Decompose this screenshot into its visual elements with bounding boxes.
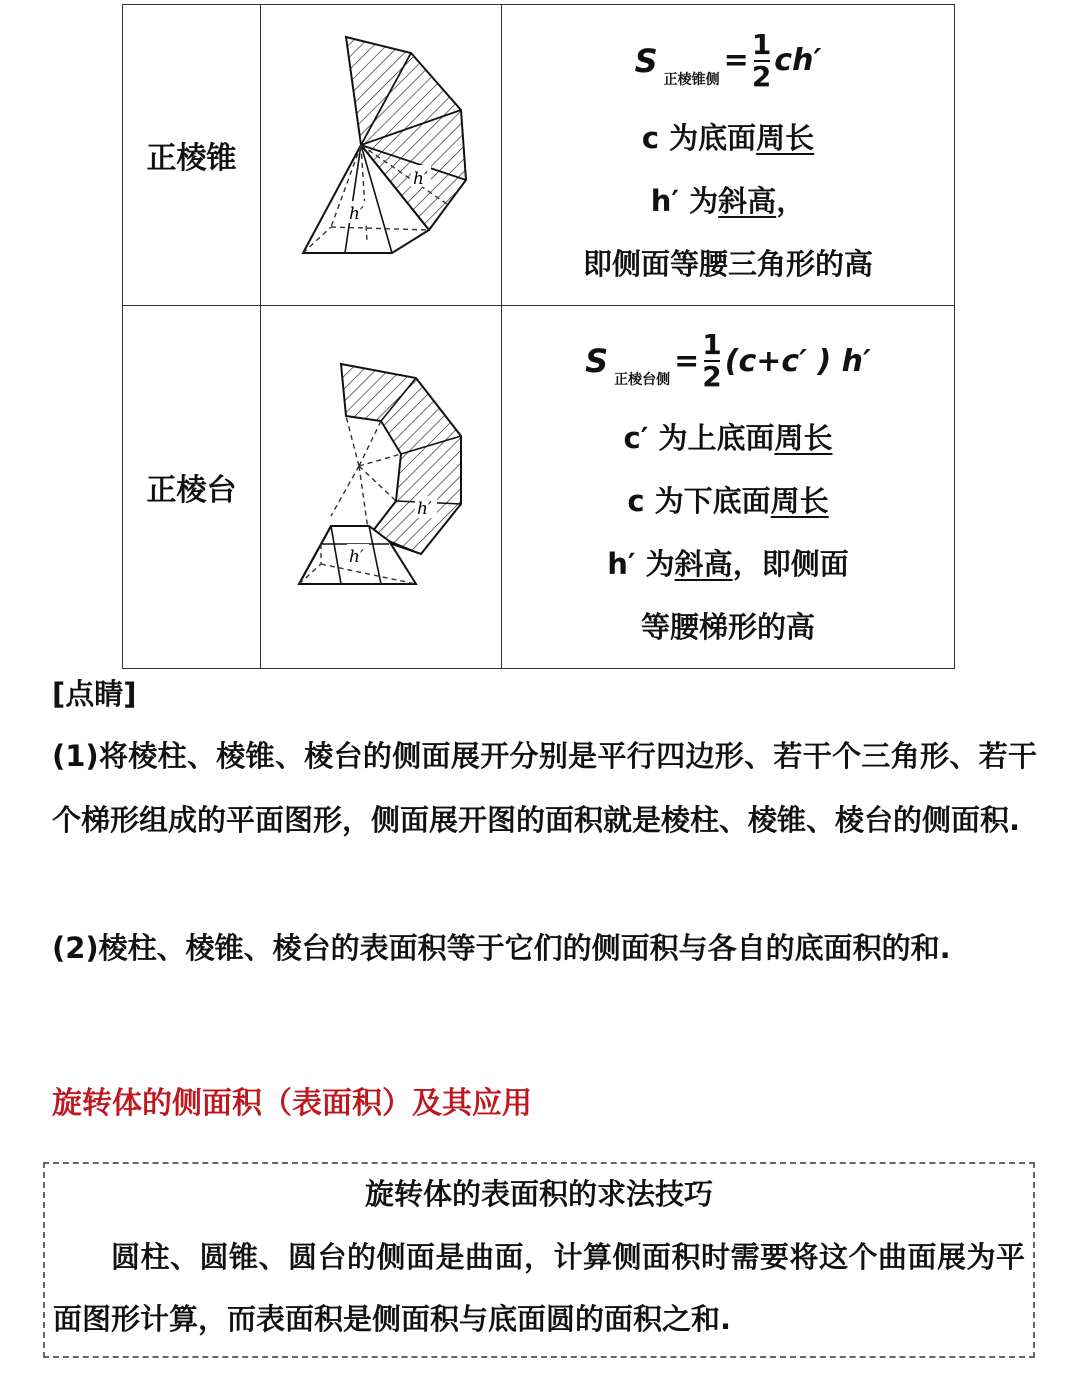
row-name: 正棱锥 (123, 5, 261, 306)
row-name: 正棱台 (123, 306, 261, 669)
tips-box (43, 1162, 1035, 1358)
slant-height-label: h′ (413, 169, 428, 189)
formula-table (122, 4, 955, 669)
formula-cell (502, 5, 955, 306)
note-paragraph-1: (1)将棱柱、棱锥、棱台的侧面展开分别是平行四边形、若干个三角形、若干个梯形组成的平面图形，侧面展开图的面积就是棱柱、棱锥、棱台的侧面积. (52, 739, 1037, 837)
notes-title: [点睛] (52, 677, 137, 711)
section-heading: 旋转体的侧面积（表面积）及其应用 (52, 1086, 532, 1121)
formula-cell (502, 306, 955, 669)
lateral-area-formula: S 正棱锥侧 = $\frac{1}{2}$ ch′ (634, 27, 822, 93)
table-row (123, 306, 955, 669)
frustum-net-figure (261, 306, 502, 669)
table-row (123, 5, 955, 306)
slant-height-label: h′ (349, 204, 364, 224)
formula-note: 等腰梯形的高 (640, 610, 815, 644)
note-paragraph-2: (2)棱柱、棱锥、棱台的表面积等于它们的侧面积与各自的底面积的和. (52, 931, 951, 965)
formula-note: 即侧面等腰三角形的高 (582, 246, 873, 281)
formula-note: c′ 为上底面周长 (623, 421, 833, 455)
formula-note: h′ 为斜高， (650, 183, 806, 218)
formula-note: c 为下底面周长 (627, 484, 829, 518)
formula-note: h′ 为斜高，即侧面 (607, 547, 849, 581)
tips-box-title: 旋转体的表面积的求法技巧 (364, 1177, 713, 1211)
slant-height-label: h′ (417, 499, 432, 519)
lateral-area-formula: S 正棱台侧 = $\frac{1}{2}$ (c+c′ ) h′ (585, 328, 871, 393)
slant-height-label: h′ (349, 547, 364, 567)
tips-box-text: 圆柱、圆锥、圆台的侧面是曲面，计算侧面积时需要将这个曲面展为平面图形计算，而表面积是侧面积与底面圆的面积之和. (53, 1240, 1025, 1336)
formula-note: c 为底面周长 (641, 120, 815, 155)
pyramid-net-figure (261, 5, 502, 306)
